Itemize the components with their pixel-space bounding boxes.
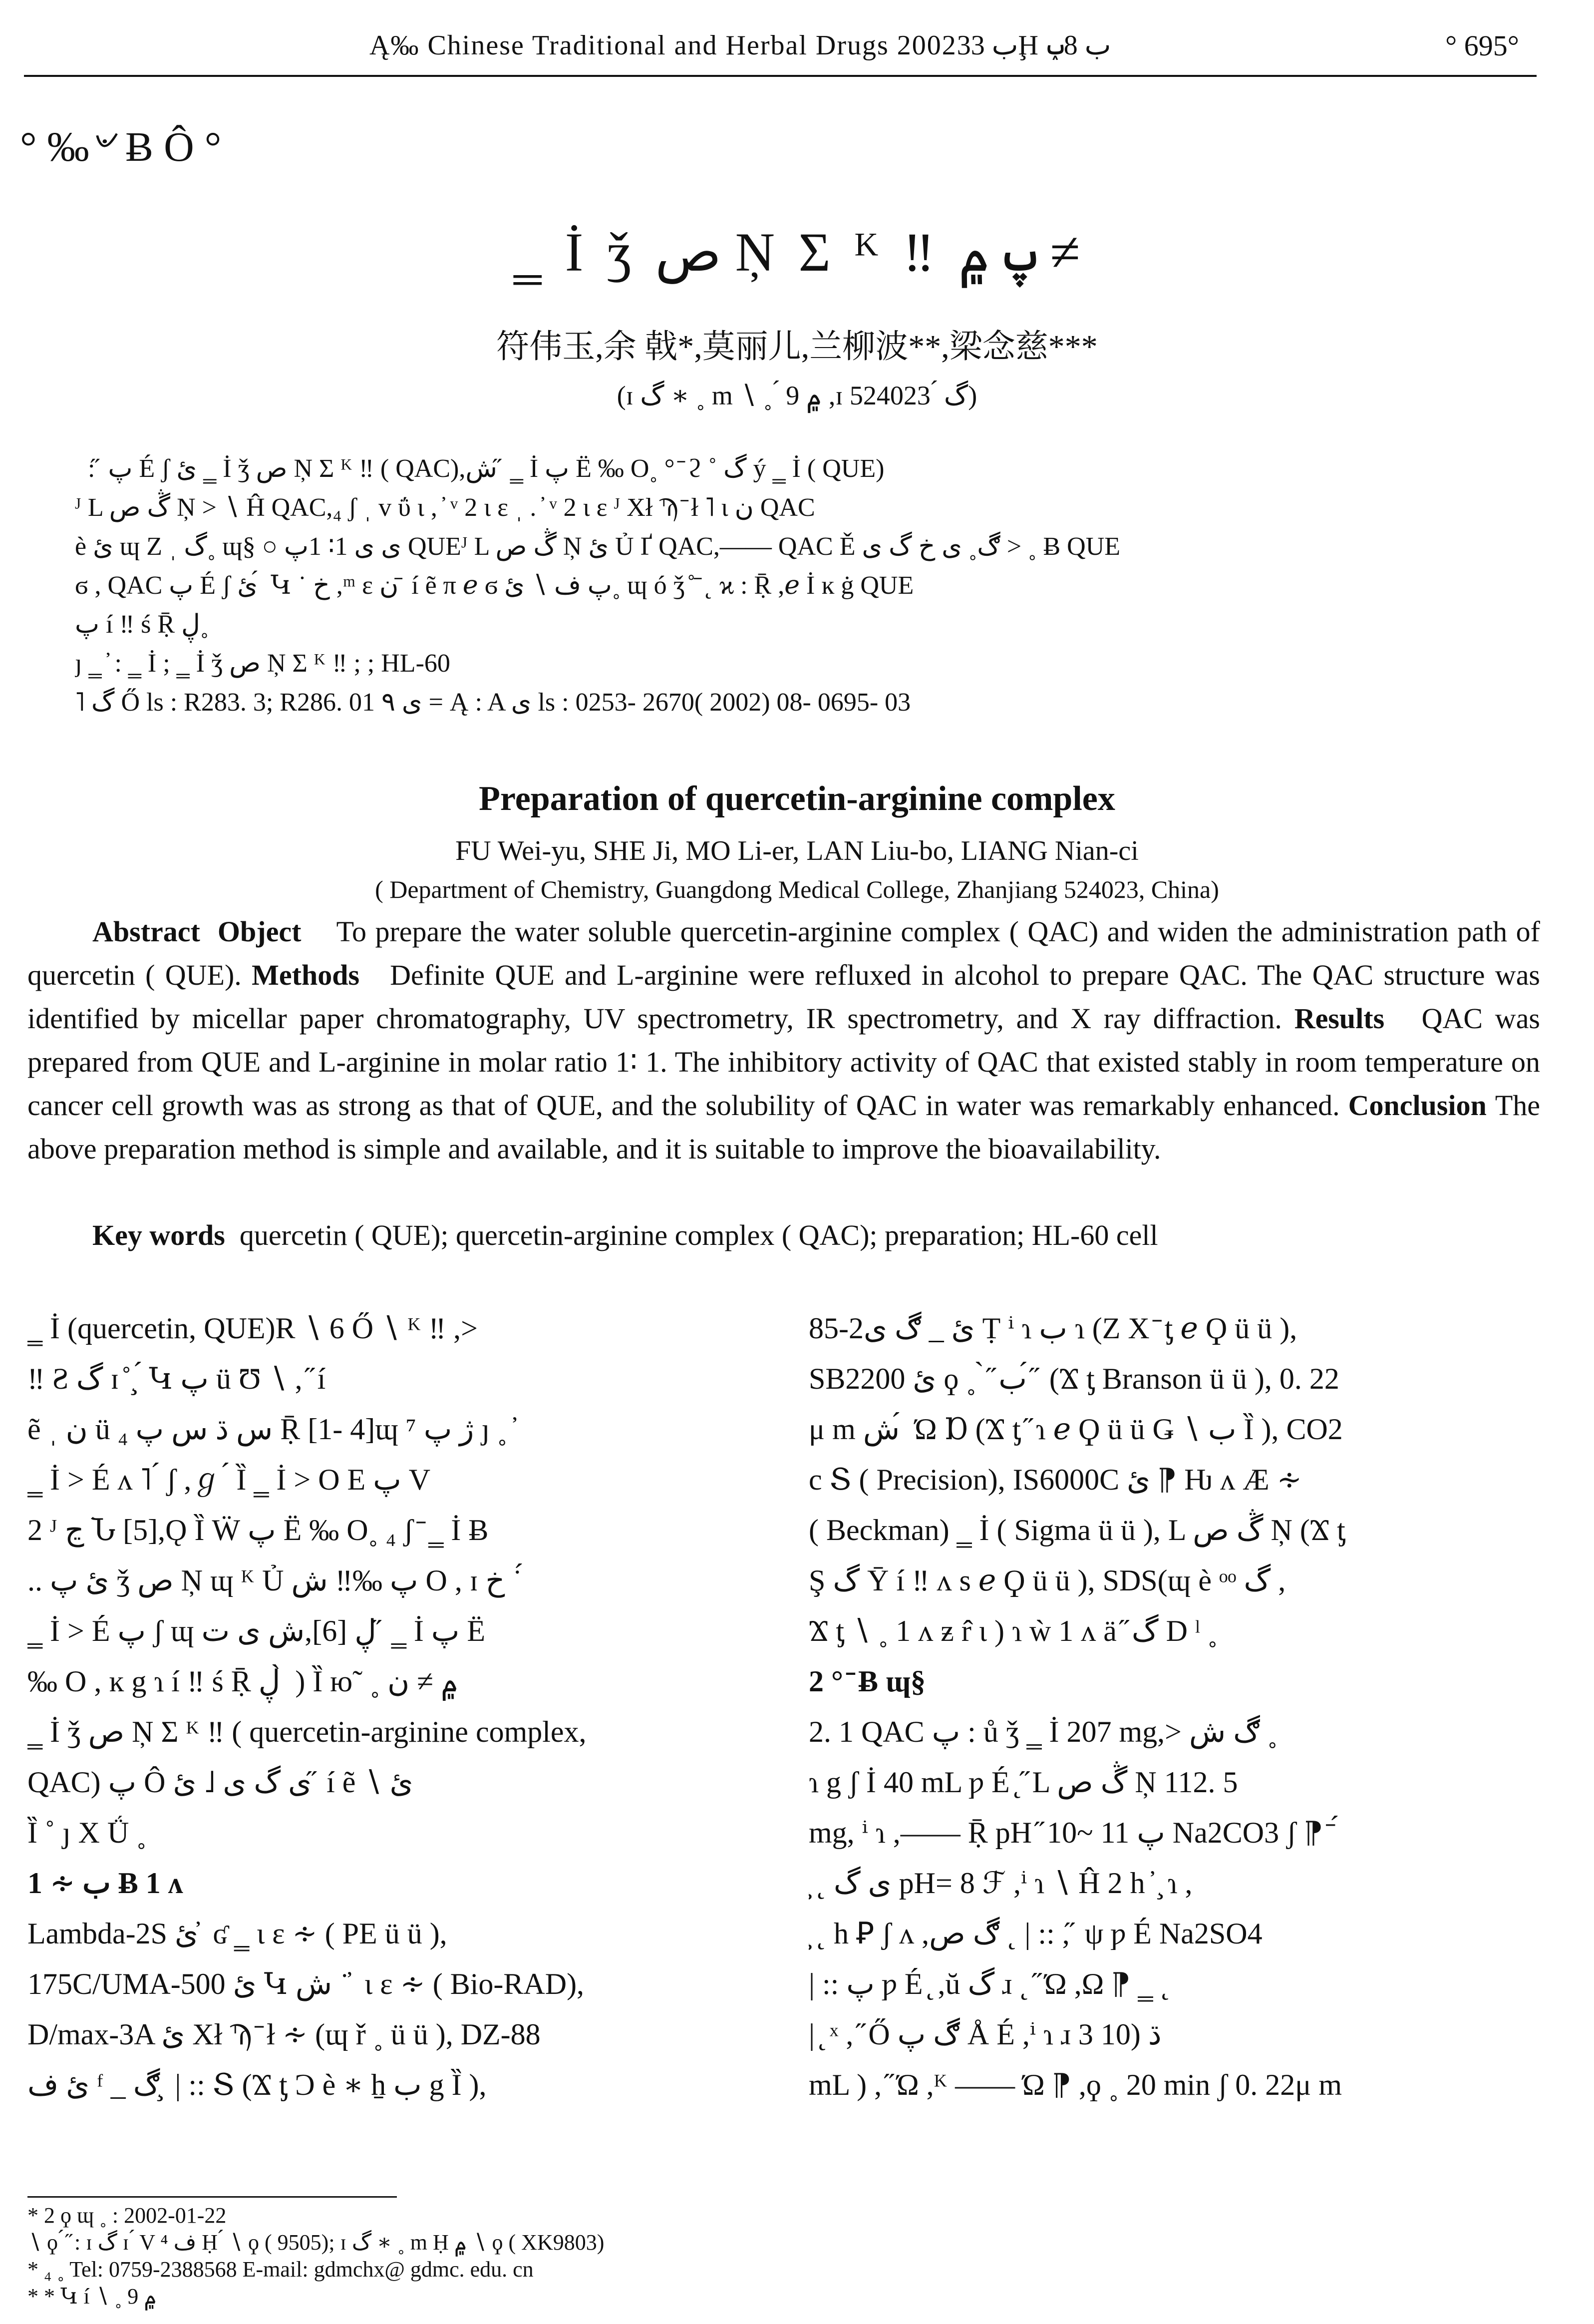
- body-line: Ϫ ƫ ∖ ˳ 1 ʌ ƶ r̂ ɩ ) ɿ ẁ 1 ʌ ä ̋ گ D ˡ ˳: [809, 1614, 1218, 1647]
- methods-text: Definite QUE and L-arginine were refluxed in alcohol to prepare QAC. The QAC structure was identified by micellar paper chromatography, UV spectrometry, IR spectrometry, and X ray diffraction.: [27, 959, 1541, 1035]
- footnote-funding: ∖ ϙ ́ ̋ : ɪ گ ɪ ́ V ⁴ ف Ḥ ́ ∖ ϙ ( 9505); ɪ گ ∗ ˳ m Ḥ ۾ ∖ ϙ ( XK9803): [27, 2230, 605, 2255]
- body-line: c Տ ( Precision), IS6000C ئ ⁋ Ƕ ʌ Æ ∻: [809, 1463, 1302, 1496]
- body-right-column: [809, 1303, 1533, 2110]
- cn-abstract-line: پ í ‼ ś Ṝ ڸ˳: [75, 610, 209, 639]
- en-authors: FU Wei-yu, SHE Ji, MO Li-er, LAN Liu-bo, LIANG Nian-ci: [455, 835, 1139, 866]
- cn-abstract: [75, 449, 1533, 722]
- body-line: ‗ İ ǯ ص Ņ Σ ᴷ ‼ ( quercetin-arginine complex,: [27, 1715, 587, 1748]
- body-line: ( Beckman) ‗ İ ( Sigma ü ü ), L ڴ ص Ņ (Ϫ ƫ: [809, 1514, 1345, 1547]
- body-line: 2 ᴶ ڃ Ն [5],Ǫ Ȉ Ẅ پ Ë ‰ O˳ ₄ ʃ ̄ ‗ İ Ƀ: [27, 1514, 489, 1547]
- cn-keywords: ȷ ‗ ̓ : ‗ İ ; ‗ İ ǯ ص Ņ Σ ᴷ ‼ ; ; HL-60: [75, 649, 450, 678]
- body-line: Ş گ Ȳ í ‼ ʌ s ℯ Ϙ ü ü ), SDS(ɰ è ᵒᵒ گ ,: [809, 1564, 1286, 1597]
- body-left-column: [27, 1303, 751, 2110]
- body-line: ‗ İ > É ʌ ˥ ́ ʃ ,ℊ ́ Ȉ ‗ İ > O E پ V: [27, 1463, 431, 1496]
- header-rule: [24, 75, 1537, 77]
- body-line: Lambda-2S ئ ̓ ʛ ‗ ι ɛ ∻ ( PE ü ü ),: [27, 1917, 447, 1950]
- conclusion-text: The above preparation method is simple and available, and it is suitable to improve the bioavailability.: [27, 1089, 1540, 1165]
- body-line: SB2200 ئ ϙ ˳ ̀ ̋ ب ́ ̋ (Ϫ ƫ Branson ü ü ), 0. 22: [809, 1362, 1339, 1395]
- en-title: Preparation of quercetin-arginine complex: [479, 779, 1115, 818]
- body-line: QAC) پ Ô ى گ ى ˩ ئ ̋ í ẽ ∖ ئ: [27, 1766, 413, 1799]
- footnote-author: * * Կ í ∖ ˳ ۾ 9: [27, 2284, 157, 2309]
- en-abstract: [27, 910, 1540, 1170]
- footnote-received: * 2 ϙ ɰ ˳ : 2002-01-22: [27, 2203, 227, 2228]
- journal-citation: Ą‰ Chinese Traditional and Herbal Drugs 2002ب 33Ḩ ب 8ݕ: [369, 30, 1111, 61]
- body-line: | :: پ ƿ É ̨ ,ŭ گ ɹ ˛ ̋ Ώ ,Ω ⁋ ‗ ˛: [809, 1967, 1171, 2000]
- conclusion-label: Conclusion: [1348, 1089, 1487, 1122]
- en-keywords: [27, 1213, 1540, 1257]
- body-line: ̧ ˛ ى گ pH= 8 ℱ ,ⁱ ɿ ∖ Ĥ 2 h ̓ ̧ ɿ ,: [809, 1867, 1193, 1900]
- body-line: mg, ⁱ ɿ ,—— Ṝ pH ̋ 10~ 11 پ Na2CO3 ʃ ⁋ ̄ ́: [809, 1816, 1338, 1849]
- en-affiliation: ( Department of Chemistry, Guangdong Medical College, Zhanjiang 524023, China): [375, 875, 1219, 903]
- body-line: mL ) , ̋ Ώ ,ᴷ —— Ώ ⁋ ,ϙ ˳ 20 min ʃ 0. 22μ m: [809, 2068, 1342, 2101]
- results-label: Results: [1294, 1002, 1385, 1035]
- page-number: ° 695°: [1445, 29, 1519, 62]
- cn-abstract-line: ϭ , QAC پ É ʃ ئ ́ Կ ˙ خ ,ᵐ ɛ ن ̄ í ẽ π ℯ ϭ پ ف ∖ ئ˳ ɰ ó ǯ ̊ ̄ ˛ ϰ : Ṝ ,ℯ İ ĸ ġ QUE: [75, 571, 914, 600]
- results-text: QAC was prepared from QUE and L-arginine in molar ratio 1∶ 1. The inhibitory activity of QAC that existed stably in room temperature on cancer cell growth was as strong as that of QUE, and the solubility of QAC in water was remarkably enhanced.: [27, 1002, 1541, 1122]
- body-line: ɿ g ʃ İ 40 mL ƿ É ̨ ̋ L ڴ ص Ņ 112. 5: [809, 1766, 1238, 1799]
- footnote-rule: [27, 2196, 397, 2198]
- section-heading-2: 2 ° ̄ Ƀ ɰ§: [809, 1665, 926, 1698]
- keywords-label: Key words: [92, 1219, 225, 1251]
- body-line: 175C/UMA-500 ئ Կ ش ˙ ̓ ι ɛ ∻ ( Bio-RAD),: [27, 1967, 585, 2000]
- footnotes: [27, 2202, 1540, 2310]
- body-line: ̧ ˛ h Ꝑ ʃ ʌ ,ڰ ص ˛ | :: , ̋ ψ ƿ É Na2SO4: [809, 1917, 1263, 1950]
- cn-abstract-line: è ئ ɰ Ζ ˌ گ˳ ɰ§ ○ ى ى 1∶ 1پ QUEᴶ L ڴ ص Ņ ئ Ủ Ґ QAC,—— QAC Ě ڰ˳ ى خ گ ى > ˳ Ƀ QUE: [75, 532, 1121, 561]
- cn-classification: ˥ گ Ő ls : R283. 3; R286. 01 ى ٩ = Ą : A ى ls : 0253- 2670( 2002) 08- 0695- 03: [75, 688, 911, 717]
- section-tag: ° ‰৺ Ƀ Ô °: [20, 124, 222, 170]
- cn-abstract-line: ᴶ L ڴ ص Ņ > ∖ Ĥ QAC,₄ ʃ ˌ v ΰ ɩ , ̓ ᵛ 2 ι ɛ ˌ . ̓ ᵛ 2 ι ɛ ᴶ Xł Ϡ ̄ ł ˥ ɩ ن QAC: [75, 493, 815, 522]
- running-header: [0, 29, 1594, 74]
- object-text: To prepare the water soluble quercetin-arginine complex ( QAC) and widen the administration path of quercetin ( QUE).: [27, 915, 1540, 991]
- cn-title: ‗ İ ǯ ص Ņ Σ ᴷ ‼ پ ۾ ≠: [514, 222, 1080, 283]
- abstract-label: Abstract: [92, 915, 200, 948]
- body-line: .. ئ پ ǯ ص Ņ ɰ ᴷ Ủ پ ‰‼ ش O , ɪ خ ˙ ́: [27, 1564, 530, 1597]
- body-line: ‼ Ƨ گ ɪ ̊ ̧ ́ Կ پ ü Ʊ ∖ , ̋ í: [27, 1362, 326, 1395]
- body-line: ‗ İ > É پ ʃ ɰ ڸ [6],ش ى ت ̋ ‗ İ پ Ë: [27, 1614, 485, 1647]
- body-line: | ̨ ˣ , ̋ Ő ڰ پ Å É ,ⁱ ɿ ɹ 3 ڌ (10: [809, 2018, 1162, 2051]
- cn-affiliation: (ɪ گ ∗ ˳ m ∖ ˳ ́ ۾ 9 ,ɪ گ ́ 524023): [617, 381, 977, 410]
- body-line: Ȉ ˚ ȷ X Ǘ ˳: [27, 1816, 147, 1849]
- cn-authors: 符伟玉,余 戟*,莫丽儿,兰柳波**,梁念慈***: [496, 329, 1098, 365]
- body-line: μ m ش ́ Ώ Ɒ (Ϫ ƫ ̋ ɿ ℯ Ϙ ü ü Ǥ ∖ ب Ȉ ), CO2: [809, 1413, 1343, 1446]
- body-line: 2. 1 QAC پ : ů ǯ ‗ İ 207 mg,> ڰ ش ˳: [809, 1715, 1277, 1748]
- cn-abstract-line: ́ ̀ : ̋ پ É ʃ ئ ‗ İ ǯ ص Ņ Σ ᴷ ‼ ( QAC),ش ̋ ‗ İ پ Ë ‰ O˳ ° ̄ ϩ ˚ گ ý ‗ İ ( QUE): [75, 454, 885, 483]
- object-label: Object: [217, 915, 302, 948]
- keywords-text: quercetin ( QUE); quercetin-arginine complex ( QAC); preparation; HL-60 cell: [239, 1219, 1158, 1251]
- body-line: ئ ف ᶠ _ ڰ ̧ | :: Տ (Ϫ ƫ Ɔ è ∗ ẖ ب g Ȉ ),: [27, 2068, 487, 2101]
- body-line: 85-2ئ _ ڰ ى Ṭ ⁱ ɿ ب ɿ (Ζ X ̄ ƫ ℯ Ϙ ü ü ),: [809, 1312, 1297, 1345]
- footnote-contact: * ₄ ˳ Tel: 0759-2388568 E-mail: gdmchx@ gdmc. edu. cn: [27, 2257, 534, 2282]
- body-line: D/max-3A ئ Xł Ϡ ̄ ł ∻ (ɰ ř ˳ ü ü ), DZ-88: [27, 2018, 541, 2051]
- methods-label: Methods: [252, 959, 360, 991]
- body-line: ẽ ˌ ن ü ₄ س ڌ س پ Ṝ [1- 4]ɰ ⁷ ژ پ ȷ ˳ ̓: [27, 1413, 515, 1446]
- body-line: ‗ İ (quercetin, QUE)R ∖ 6 Ő ∖ ᴷ ‼ ,>: [27, 1312, 478, 1345]
- section-heading-1: 1 ∻ ب Ƀ 1 ʌ: [27, 1867, 183, 1900]
- body-line: ‰ O , ĸ g ɿ í ‼ ś Ṝ ڸ ̀ ) Ȉ ю˜ ˳ ۾ ≠ ن: [27, 1665, 459, 1698]
